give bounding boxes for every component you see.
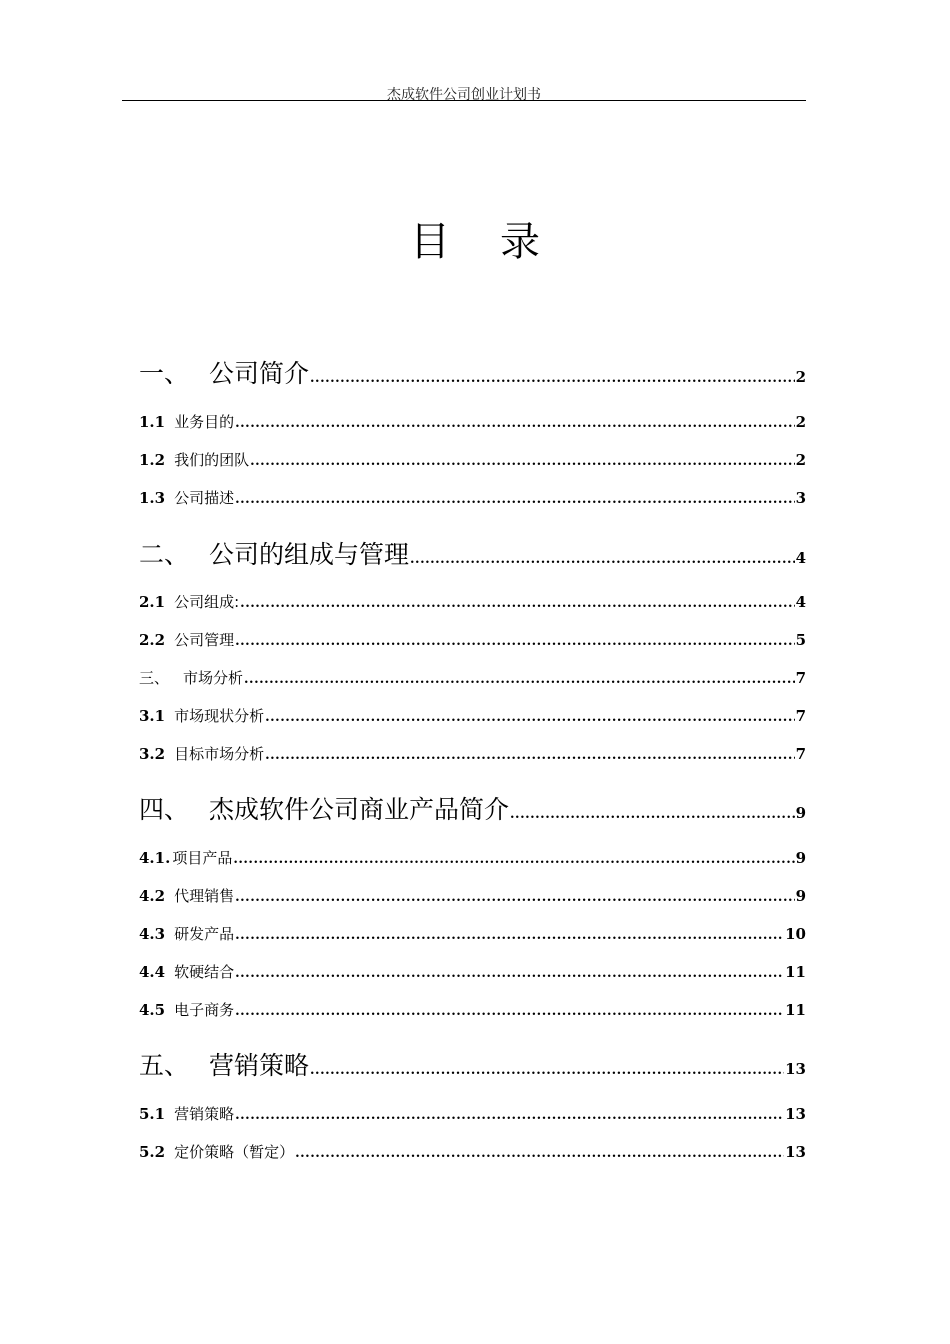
toc-entry-page: 10 xyxy=(785,925,806,943)
toc-entry-page: 9 xyxy=(795,804,806,822)
toc-entry[interactable] xyxy=(139,923,806,944)
toc-entry-text: 业务目的 xyxy=(174,413,235,431)
toc-entry-text: 公司组成: xyxy=(174,593,240,611)
toc-entry-number: 4.1. xyxy=(139,849,171,867)
toc-entry-text: 公司描述 xyxy=(174,489,235,507)
toc-entry-number: 四、 xyxy=(139,795,190,824)
toc-entry-number: 4.5 xyxy=(139,1001,166,1019)
toc-entry[interactable] xyxy=(139,411,806,432)
toc-entry-page: 13 xyxy=(785,1105,806,1123)
toc-entry-text: 公司简介 xyxy=(209,359,310,388)
toc-entry-text: 目标市场分析 xyxy=(174,745,265,763)
leader-dots xyxy=(233,852,794,867)
toc-entry-number: 5.1 xyxy=(139,1105,166,1123)
toc-entry-page: 2 xyxy=(795,368,806,386)
toc-entry-number: 1.3 xyxy=(139,489,166,507)
toc-entry-page: 13 xyxy=(785,1143,806,1161)
leader-dots xyxy=(235,634,794,649)
toc-entry-number: 五、 xyxy=(139,1051,190,1080)
leader-dots xyxy=(244,672,795,687)
toc-entry-page: 7 xyxy=(795,669,806,687)
toc-entry[interactable] xyxy=(139,487,806,508)
toc-entry-page: 11 xyxy=(785,1001,806,1019)
toc-entry-page: 4 xyxy=(795,593,806,611)
toc-entry[interactable] xyxy=(139,535,806,571)
toc-entry-page: 13 xyxy=(785,1060,806,1078)
toc-entry-text: 营销策略 xyxy=(174,1105,235,1123)
toc-entry-page: 2 xyxy=(795,451,806,469)
toc-entry-text: 营销策略 xyxy=(209,1051,310,1080)
leader-dots xyxy=(235,890,794,905)
toc-entry-number: 一、 xyxy=(139,359,190,388)
toc-entry-page: 7 xyxy=(795,745,806,763)
toc-entry[interactable] xyxy=(139,667,806,688)
toc-entry-number: 5.2 xyxy=(139,1143,166,1161)
running-header: 杰成软件公司创业计划书 xyxy=(387,87,541,103)
toc-entry-text: 我们的团队 xyxy=(174,451,250,469)
toc-entry-page: 5 xyxy=(795,631,806,649)
toc-entry-page: 11 xyxy=(785,963,806,981)
toc-entry-page: 9 xyxy=(795,887,806,905)
leader-dots xyxy=(310,1063,784,1078)
toc-entry-number: 4.4 xyxy=(139,963,166,981)
toc-entry-page: 2 xyxy=(795,413,806,431)
toc-entry[interactable] xyxy=(139,743,806,764)
toc-entry[interactable] xyxy=(139,705,806,726)
toc-entry-number: 2.1 xyxy=(139,593,166,611)
toc-entry-number: 1.2 xyxy=(139,451,166,469)
toc-entry-number: 3.2 xyxy=(139,745,166,763)
leader-dots xyxy=(235,492,794,507)
toc-entry-number: 三、 xyxy=(139,669,170,687)
leader-dots xyxy=(310,371,795,386)
toc-entry-number: 3.1 xyxy=(139,707,166,725)
toc-entry-page: 4 xyxy=(795,549,806,567)
toc-entry[interactable] xyxy=(139,1046,806,1082)
leader-dots xyxy=(510,807,795,822)
leader-dots xyxy=(265,710,794,725)
toc-entry[interactable] xyxy=(139,885,806,906)
leader-dots xyxy=(410,552,795,567)
toc-entry[interactable] xyxy=(139,1103,806,1124)
toc-entry-text: 市场现状分析 xyxy=(174,707,265,725)
leader-dots xyxy=(235,966,784,981)
toc-entry-page: 3 xyxy=(795,489,806,507)
toc-entry-text: 公司管理 xyxy=(174,631,235,649)
toc-entry-number: 4.3 xyxy=(139,925,166,943)
leader-dots xyxy=(265,748,794,763)
leader-dots xyxy=(235,1004,784,1019)
toc-entry[interactable] xyxy=(139,847,806,868)
toc-entry-text: 研发产品 xyxy=(174,925,235,943)
header-rule xyxy=(122,100,806,101)
leader-dots xyxy=(295,1146,784,1161)
toc-entry-number: 二、 xyxy=(139,540,190,569)
toc-entry[interactable] xyxy=(139,449,806,470)
toc-entry-text: 代理销售 xyxy=(174,887,235,905)
toc-title: 目录 xyxy=(410,219,590,265)
toc-entry-text: 电子商务 xyxy=(174,1001,235,1019)
toc-entry-text: 项目产品 xyxy=(172,849,233,867)
toc-entry-text: 市场分析 xyxy=(183,669,244,687)
leader-dots xyxy=(235,1108,784,1123)
toc-entry[interactable] xyxy=(139,961,806,982)
toc-entry[interactable] xyxy=(139,999,806,1020)
toc-entry-text: 软硬结合 xyxy=(174,963,235,981)
leader-dots xyxy=(235,928,784,943)
toc-entry-number: 4.2 xyxy=(139,887,166,905)
toc-entry[interactable] xyxy=(139,629,806,650)
toc-entry-text: 公司的组成与管理 xyxy=(209,540,410,569)
toc-entry-number: 2.2 xyxy=(139,631,166,649)
leader-dots xyxy=(240,596,794,611)
toc-entry[interactable] xyxy=(139,790,806,826)
leader-dots xyxy=(235,416,794,431)
toc-entry-number: 1.1 xyxy=(139,413,166,431)
toc-entry[interactable] xyxy=(139,591,806,612)
leader-dots xyxy=(250,454,794,469)
toc-entry[interactable] xyxy=(139,1141,806,1162)
toc-entry-page: 7 xyxy=(795,707,806,725)
toc-entry-page: 9 xyxy=(795,849,806,867)
toc-entry[interactable] xyxy=(139,354,806,390)
toc-entry-text: 杰成软件公司商业产品简介 xyxy=(209,795,510,824)
toc-entry-text: 定价策略（暂定） xyxy=(174,1143,295,1161)
